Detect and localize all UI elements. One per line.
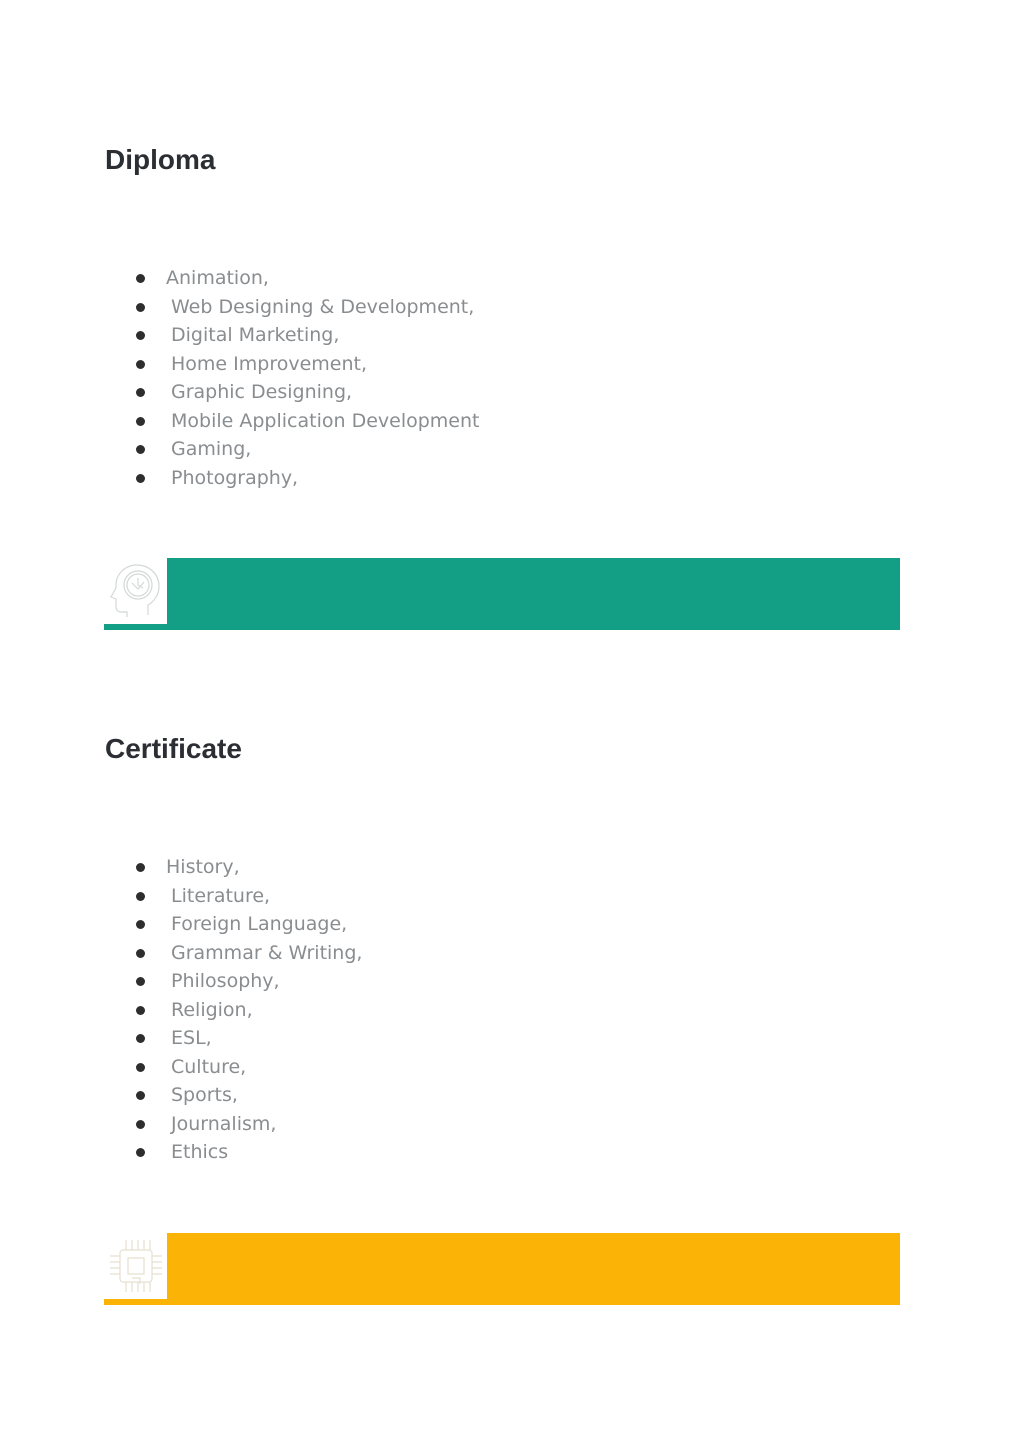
list-item (136, 378, 479, 407)
diploma-banner (104, 558, 900, 630)
certificate-list (136, 853, 362, 1167)
bullet-dot (136, 303, 145, 312)
bullet-dot (136, 949, 145, 958)
head-clock-icon (108, 561, 164, 621)
bullet-dot (136, 1006, 145, 1015)
list-item-label: Ethics (171, 1141, 229, 1163)
bullet-dot (136, 1063, 145, 1072)
bullet-dot (136, 388, 145, 397)
list-item (136, 967, 362, 996)
bullet-dot (136, 331, 145, 340)
list-item (136, 910, 362, 939)
list-item (136, 1110, 362, 1139)
list-item (136, 407, 479, 436)
list-item (136, 1053, 362, 1082)
list-item (136, 996, 362, 1025)
bullet-dot (136, 1091, 145, 1100)
list-item-label: ESL, (171, 1027, 212, 1049)
list-item-label: Philosophy, (171, 970, 280, 992)
list-item-label: Culture, (171, 1055, 247, 1078)
list-item (136, 350, 479, 379)
bullet-dot (136, 1034, 145, 1043)
bullet-dot (136, 274, 145, 283)
certificate-heading: Certificate (105, 733, 242, 764)
list-item (136, 1081, 362, 1110)
certificate-banner (104, 1233, 900, 1305)
bullet-dot (136, 474, 145, 483)
diploma-list (136, 264, 479, 492)
banner-icon-tile (104, 1233, 167, 1299)
bullet-dot (136, 1120, 145, 1129)
list-item-label: Digital Marketing, (171, 324, 340, 346)
list-item (136, 1024, 362, 1053)
list-item-label: Photography, (171, 466, 299, 489)
list-item-label: Web Designing & Development, (171, 295, 475, 318)
list-item-label: Religion, (171, 998, 253, 1021)
list-item-label: Graphic Designing, (171, 381, 353, 403)
bullet-dot (136, 863, 145, 872)
list-item (136, 1138, 362, 1167)
list-item (136, 939, 362, 968)
list-item-label: History, (166, 856, 240, 878)
bullet-dot (136, 417, 145, 426)
list-item (136, 853, 362, 882)
bullet-dot (136, 920, 145, 929)
list-item-label: Home Improvement, (171, 352, 368, 375)
chip-icon (108, 1236, 164, 1296)
list-item-label: Grammar & Writing, (171, 941, 363, 964)
list-item-label: Animation, (166, 267, 269, 289)
list-item (136, 293, 479, 322)
list-item (136, 882, 362, 911)
bullet-dot (136, 892, 145, 901)
list-item-label: Foreign Language, (171, 913, 348, 935)
list-item (136, 464, 479, 493)
list-item-label: Sports, (171, 1084, 238, 1106)
bullet-dot (136, 1148, 145, 1157)
bullet-dot (136, 977, 145, 986)
list-item (136, 435, 479, 464)
list-item (136, 321, 479, 350)
diploma-heading: Diploma (105, 144, 216, 175)
list-item-label: Literature, (171, 884, 271, 907)
banner-icon-tile (104, 558, 167, 624)
list-item-label: Gaming, (171, 438, 252, 460)
bullet-dot (136, 445, 145, 454)
bullet-dot (136, 360, 145, 369)
list-item (136, 264, 479, 293)
list-item-label: Mobile Application Development (171, 409, 480, 432)
list-item-label: Journalism, (171, 1112, 277, 1135)
